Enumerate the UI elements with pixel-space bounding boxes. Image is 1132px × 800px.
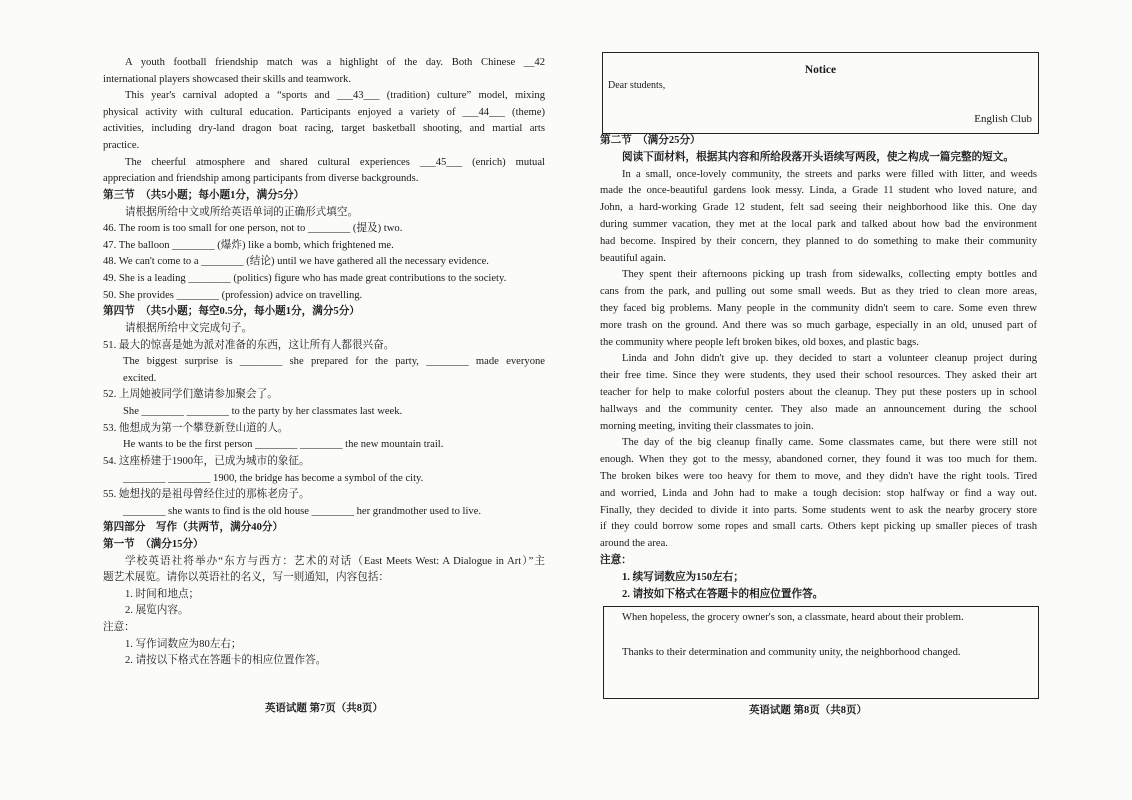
paragraph-1-opening: When hopeless, the grocery owner's son, a classmate, heard about their problem. — [622, 612, 964, 623]
text-line: 50. She provides ________ (profession) advice on travelling. — [103, 289, 363, 301]
text-line: 53. 他想成为第一个攀登新登山道的人。 — [103, 422, 289, 434]
text-line: ________ she wants to find is the old house ________ her grandmother used to live. — [123, 505, 482, 517]
section-heading: 阅读下面材料，根据其内容和所给段落开头语续写两段，使之构成一篇完整的短文。 — [622, 151, 1014, 163]
text-line: In a small, once-lovely community, the streets and parks were filled with litter, and weeds — [622, 168, 1037, 180]
text-line: 48. We can't come to a ________ (结论) until we have gathered all the necessary evidence. — [103, 256, 489, 268]
text-line: around the area. — [600, 538, 668, 550]
text-line: 55. 她想找的是祖母曾经住过的那栋老房子。 — [103, 489, 310, 501]
text-line: 51. 最大的惊喜是她为派对准备的东西，这让所有人都很兴奋。 — [103, 339, 395, 351]
text-line: international players showcased their skills and teamwork. — [103, 73, 352, 85]
text-line: had become. Inspired by their concern, they planned to do something to make their community — [600, 235, 1037, 247]
text-line: 1. 时间和地点； — [125, 588, 200, 600]
text-line: The cheerful atmosphere and shared cultural experiences ___45___ (enrich) mutual — [125, 156, 545, 168]
text-line: 请根据所给中文或所给英语单词的正确形式填空。 — [125, 206, 359, 218]
text-line: 2. 展览内容。 — [125, 605, 189, 617]
notice-greeting: Dear students, — [608, 80, 666, 91]
text-line: The broken bikes were too heavy for them to move, and they didn't have the right tools. Tired — [600, 471, 1037, 482]
text-line: enough. When they got to the messy, abandoned corner, they found it was too much for them. — [600, 454, 1037, 466]
text-line: ________ ________ 1900, the bridge has become a symbol of the city. — [123, 472, 424, 484]
text-line: they faced big problems. Many people in the community didn't seem to care. Some even threw — [600, 303, 1037, 314]
text-line: She ________ ________ to the party by her classmates last week. — [123, 406, 403, 418]
notice-title: Notice — [804, 64, 837, 76]
text-line: excited. — [123, 372, 157, 384]
text-line: The day of the big cleanup finally came. Some classmates came, but there were still not — [622, 437, 1037, 449]
text-line: made the once-beautiful gardens look messy. Linda, a Grade 11 student who loved nature, and — [600, 185, 1037, 197]
section-heading: 2. 请按如下格式在答题卡的相应位置作答。 — [622, 588, 824, 600]
text-line: 题艺术展览。请你以英语社的名义，写一则通知，内容包括： — [103, 572, 390, 584]
text-line: cans from the park, and pulling out some small weeds. But as they tried to clean more areas, — [600, 286, 1037, 298]
section-heading: 第三节 （共5小题；每小题1分，满分5分） — [103, 189, 305, 201]
text-line: 请根据所给中文完成句子。 — [125, 322, 253, 334]
text-line: hallways and the community center. They also made an announcement during the school — [600, 403, 1037, 415]
text-line: practice. — [103, 140, 140, 152]
section-heading: 第四部分 写作（共两节，满分40分） — [103, 522, 284, 534]
text-line: John, a hard-working Grade 12 student, felt sad seeing their neighborhood like this. One day — [600, 202, 1037, 214]
section-heading: 第一节 （满分15分） — [103, 538, 204, 550]
text-line: 46. The room is too small for one person, not to ________ (提及) two. — [103, 223, 403, 235]
text-line: 52. 上周她被同学们邀请参加聚会了。 — [103, 389, 278, 401]
text-line: activities, including dry-land dragon boat racing, target basketball shooting, and martial arts — [103, 123, 545, 135]
text-line: physical activity with cultural education. Participants enjoyed a variety of ___44___ (theme) — [103, 106, 545, 118]
text-line: A youth football friendship match was a highlight of the day. Both Chinese __42 — [125, 57, 545, 68]
text-line: Linda and John didn't give up. they decided to start a volunteer cleanup project during — [622, 353, 1037, 365]
text-line: and worried, Linda and John had to make a tough decision: stop halfway or find a way out. — [600, 487, 1037, 499]
text-line: 1. 写作词数应为80左右； — [125, 638, 242, 650]
section-heading: 第二节 （满分25分） — [600, 135, 701, 146]
text-line: the community where people left broken bikes, old boxes, and plastic bags. — [600, 336, 919, 348]
text-line: appreciation and friendship among participants from diverse backgrounds. — [103, 173, 419, 185]
notice-template-box — [602, 52, 1039, 134]
text-line: more trash on the ground. And there was so much garbage, especially in an old, unused part of — [600, 319, 1037, 331]
text-line: They spent their afternoons picking up trash from sidewalks, collecting empty bottles and — [622, 269, 1037, 281]
text-line: He wants to be the first person ________ ________ the new mountain trail. — [123, 439, 444, 451]
page-8-footer: 英语试题 第8页（共8页） — [748, 705, 868, 716]
paragraph-2-opening: Thanks to their determination and community unity, the neighborhood changed. — [622, 647, 961, 658]
section-heading: 第四节 （共5小题；每空0.5分，每小题1分，满分5分） — [103, 306, 360, 318]
section-heading: 1. 续写词数应为150左右； — [622, 571, 744, 583]
text-line: during summer vacation, they met at the local park and talked about how bad the environment — [600, 219, 1037, 230]
text-line: morning meeting, inviting their classmates to join. — [600, 420, 814, 432]
text-line: 学校英语社将举办“东方与西方：艺术的对话（East Meets West: A Dialogue in Art）”主 — [125, 555, 545, 567]
text-line: This year's carnival adopted a “sports and ___43___ (tradition) culture” model, mixing — [125, 90, 545, 102]
section-heading: 注意： — [600, 555, 632, 566]
continuation-answer-box — [603, 606, 1039, 699]
text-line: 注意： — [103, 622, 135, 634]
text-line: their free time. Since they were students, they used their school resources. They asked their art — [600, 370, 1037, 382]
text-line: teacher for help to make colorful posters about the cleanup. They put these posters up in school — [600, 387, 1037, 398]
text-line: 54. 这座桥建于1900年，已成为城市的象征。 — [103, 455, 310, 467]
text-line: 49. She is a leading ________ (politics) figure who has made great contributions to the society. — [103, 273, 507, 285]
page-7-footer: 英语试题 第7页（共8页） — [264, 703, 384, 714]
text-line: if they could borrow some ropes and small carts. Others kept picking up smaller pieces of trash — [600, 521, 1037, 533]
text-line: 2. 请按以下格式在答题卡的相应位置作答。 — [125, 655, 327, 667]
notice-signature: English Club — [974, 113, 1032, 125]
text-line: The biggest surprise is ________ she prepared for the party, ________ made everyone — [123, 356, 545, 368]
text-line: beautiful again. — [600, 252, 666, 264]
text-line: Finally, they decided to divide it into parts. Some students went to ask the nearby grocery store — [600, 504, 1037, 516]
text-line: 47. The balloon ________ (爆炸) like a bomb, which frightened me. — [103, 239, 394, 251]
